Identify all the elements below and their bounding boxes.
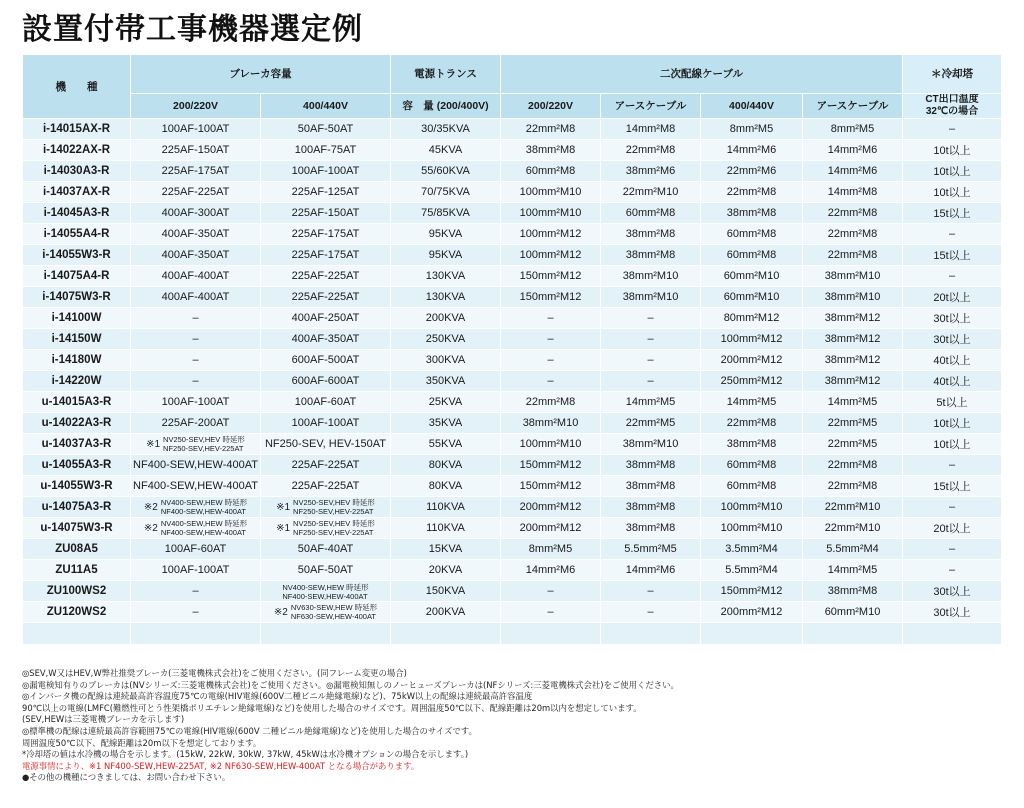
note-mark: ※1 [276,522,291,534]
ground-cable-200v: – [601,371,701,392]
cooling-tower-capacity: 20t以上 [903,518,1002,539]
ground-cable-200v: 38mm²M8 [601,518,701,539]
cable-200v: 22mm²M8 [501,119,601,140]
table-row [23,182,1002,203]
cable-200v: – [501,602,601,623]
breaker-spec-line: NV400-SEW,HEW 時延形 [160,498,248,507]
equipment-selection-table [22,54,1002,645]
cooling-tower-capacity: 15t以上 [903,245,1002,266]
note-mark: ※2 [143,522,158,534]
cable-400v: 200mm²M12 [701,350,803,371]
cable-400v: 22mm²M8 [701,413,803,434]
breaker-spec-line: NF630-SEW,HEW-400AT [290,612,377,621]
transformer-capacity: 80KVA [391,476,501,497]
transformer-capacity: 200KVA [391,308,501,329]
cooling-tower-capacity: 30t以上 [903,602,1002,623]
ground-cable-200v: – [601,350,701,371]
cooling-tower-capacity: 20t以上 [903,287,1002,308]
ground-cable-400v: 22mm²M8 [803,224,903,245]
cable-400v: 60mm²M8 [701,245,803,266]
model-name: u-14015A3-R [23,392,131,413]
header-breaker: ブレーカ容量 [131,55,391,94]
ground-cable-200v: 22mm²M8 [601,140,701,161]
breaker-200v: NF400-SEW,HEW-400AT [131,455,261,476]
model-name: i-14100W [23,308,131,329]
page-title: 設置付帯工事機器選定例 [22,12,363,47]
cooling-tower-capacity: 10t以上 [903,434,1002,455]
breaker-200v: 400AF-400AT [131,266,261,287]
ground-cable-400v: 22mm²M8 [803,203,903,224]
cable-400v: 5.5mm²M4 [701,560,803,581]
table-row [23,539,1002,560]
footnote-line: *冷却塔の値は水冷機の場合を示します。(15kW, 22kW, 30kW, 37kW, 45kWは水冷機オプションの場合を示します。) [22,749,469,760]
model-name: u-14022A3-R [23,413,131,434]
table-row [23,350,1002,371]
cable-200v: 200mm²M12 [501,497,601,518]
model-name: ZU120WS2 [23,602,131,623]
model-name: i-14150W [23,329,131,350]
breaker-200v: 400AF-350AT [131,245,261,266]
breaker-200v: 100AF-100AT [131,560,261,581]
cooling-tower-capacity: 10t以上 [903,161,1002,182]
cable-200v: – [501,350,601,371]
transformer-capacity: 15KVA [391,539,501,560]
breaker-400v [261,497,391,518]
model-name: i-14055W3-R [23,245,131,266]
cable-200v: 100mm²M12 [501,224,601,245]
breaker-200v [131,434,261,455]
ground-cable-400v: 38mm²M12 [803,329,903,350]
breaker-400v: 600AF-600AT [261,371,391,392]
cable-200v: – [501,308,601,329]
breaker-200v [131,518,261,539]
breaker-400v: 50AF-50AT [261,119,391,140]
transformer-capacity: 25KVA [391,392,501,413]
model-name: u-14075A3-R [23,497,131,518]
breaker-200v: 400AF-300AT [131,203,261,224]
transformer-capacity: 300KVA [391,350,501,371]
transformer-capacity: 95KVA [391,245,501,266]
header-ground-cable-2: アースケーブル [803,94,903,119]
breaker-spec-line: NF400-SEW,HEW-400AT [282,592,368,601]
cooling-tower-capacity: 30t以上 [903,329,1002,350]
ground-cable-400v: 22mm²M10 [803,518,903,539]
transformer-capacity: 95KVA [391,224,501,245]
transformer-capacity: 70/75KVA [391,182,501,203]
cooling-tower-capacity: 30t以上 [903,581,1002,602]
model-name: ZU08A5 [23,539,131,560]
table-row [23,245,1002,266]
transformer-capacity: 55KVA [391,434,501,455]
ground-cable-400v: 38mm²M10 [803,287,903,308]
breaker-200v: – [131,371,261,392]
cable-400v: 100mm²M10 [701,497,803,518]
transformer-capacity: 35KVA [391,413,501,434]
cable-400v: 60mm²M10 [701,266,803,287]
header-transformer-capacity: 容 量 (200/400V) [391,94,501,119]
cooling-tower-capacity: – [903,224,1002,245]
ground-cable-400v: 14mm²M8 [803,182,903,203]
header-breaker-400v: 400/440V [261,94,391,119]
cooling-tower-capacity: – [903,119,1002,140]
header-cable: 二次配線ケーブル [501,55,903,94]
breaker-spec-line: NV250-SEV,HEV 時延形 [293,519,375,528]
footnote-line: ◎漏電検知有りのブレーカは(NVシリーズ:三菱電機株式会社)をご使用ください。◎漏電検知無しのノーヒューズブレーカは(NFシリーズ:三菱電機株式会社)をご使用ください。 [22,679,679,690]
breaker-200v: 225AF-200AT [131,413,261,434]
cooling-tower-capacity: – [903,497,1002,518]
breaker-400v: 225AF-225AT [261,266,391,287]
breaker-spec-line: NV400-SEW,HEW 時延形 [282,583,369,592]
ground-cable-200v: 5.5mm²M5 [601,539,701,560]
cable-400v: 80mm²M12 [701,308,803,329]
cable-200v: 150mm²M12 [501,455,601,476]
table-row [23,581,1002,602]
breaker-200v: 400AF-400AT [131,287,261,308]
ground-cable-400v: 8mm²M5 [803,119,903,140]
transformer-capacity: 110KVA [391,497,501,518]
model-name: i-14022AX-R [23,140,131,161]
cable-400v: 8mm²M5 [701,119,803,140]
breaker-spec-line: NV400-SEW,HEW 時延形 [160,519,248,528]
cable-200v: – [501,329,601,350]
table-row [23,308,1002,329]
note-mark: ※2 [273,606,288,618]
cable-200v: 14mm²M6 [501,560,601,581]
cable-200v: 8mm²M5 [501,539,601,560]
empty-cell [261,623,391,645]
empty-cell [601,623,701,645]
transformer-capacity: 110KVA [391,518,501,539]
breaker-200v: 100AF-100AT [131,392,261,413]
model-name: i-14220W [23,371,131,392]
table-row [23,392,1002,413]
ground-cable-400v: 38mm²M8 [803,581,903,602]
cooling-tower-capacity: 10t以上 [903,413,1002,434]
ground-cable-400v: 22mm²M10 [803,497,903,518]
ground-cable-400v: 38mm²M10 [803,266,903,287]
cooling-tower-capacity: 40t以上 [903,350,1002,371]
cooling-tower-capacity: 10t以上 [903,140,1002,161]
header-ct-outlet-temp: CT出口温度 32℃の場合 [903,94,1002,119]
table-row [23,434,1002,455]
breaker-200v: NF400-SEW,HEW-400AT [131,476,261,497]
ground-cable-200v: 38mm²M8 [601,245,701,266]
model-name: u-14055A3-R [23,455,131,476]
table-spacer-row [23,623,1002,645]
table-row [23,119,1002,140]
cooling-tower-capacity: 15t以上 [903,203,1002,224]
breaker-400v: 100AF-100AT [261,413,391,434]
table-row [23,518,1002,539]
ground-cable-400v: 38mm²M12 [803,308,903,329]
ground-cable-400v: 14mm²M5 [803,560,903,581]
ground-cable-400v: 22mm²M8 [803,245,903,266]
breaker-200v: 100AF-100AT [131,119,261,140]
cable-400v: 60mm²M8 [701,455,803,476]
cable-200v: 22mm²M8 [501,392,601,413]
footnote-line: ●その他の機種につきましては、お問い合わせ下さい。 [22,772,231,783]
breaker-400v: 100AF-60AT [261,392,391,413]
breaker-spec-line: NF400-SEW,HEW-400AT [160,507,247,516]
breaker-200v: – [131,308,261,329]
table-row [23,203,1002,224]
breaker-400v: 225AF-125AT [261,182,391,203]
model-name: i-14030A3-R [23,161,131,182]
ground-cable-200v: – [601,581,701,602]
breaker-200v [131,497,261,518]
table-row [23,560,1002,581]
cooling-tower-capacity: – [903,539,1002,560]
model-name: i-14055A4-R [23,224,131,245]
breaker-400v: 400AF-350AT [261,329,391,350]
ground-cable-400v: 14mm²M6 [803,140,903,161]
table-row [23,266,1002,287]
breaker-200v: – [131,581,261,602]
header-cooling-tower: ＊冷却塔 [903,55,1002,94]
model-name: i-14037AX-R [23,182,131,203]
table-row [23,371,1002,392]
breaker-400v [261,581,391,602]
table-row [23,413,1002,434]
ground-cable-200v: 38mm²M8 [601,497,701,518]
model-name: i-14075W3-R [23,287,131,308]
cooling-tower-capacity: 15t以上 [903,476,1002,497]
cable-200v: 60mm²M8 [501,161,601,182]
table-row [23,224,1002,245]
cable-400v: 200mm²M12 [701,602,803,623]
ground-cable-400v: 22mm²M8 [803,476,903,497]
cable-200v: 100mm²M10 [501,203,601,224]
cooling-tower-capacity: 5t以上 [903,392,1002,413]
ground-cable-400v: 38mm²M12 [803,371,903,392]
ground-cable-200v: 38mm²M8 [601,476,701,497]
transformer-capacity: 150KVA [391,581,501,602]
ground-cable-400v: 5.5mm²M4 [803,539,903,560]
ground-cable-200v: 38mm²M8 [601,224,701,245]
table-row [23,161,1002,182]
note-mark: ※1 [146,438,161,450]
ground-cable-400v: 38mm²M12 [803,350,903,371]
breaker-spec-line: NV250-SEV,HEV 時延形 [163,435,245,444]
table-row [23,476,1002,497]
breaker-200v: – [131,602,261,623]
cooling-tower-capacity: 10t以上 [903,182,1002,203]
cable-200v: 150mm²M12 [501,266,601,287]
cable-400v: 38mm²M8 [701,203,803,224]
transformer-capacity: 75/85KVA [391,203,501,224]
model-name: i-14015AX-R [23,119,131,140]
ground-cable-200v: 22mm²M5 [601,413,701,434]
cable-200v: 100mm²M12 [501,245,601,266]
header-breaker-200v: 200/220V [131,94,261,119]
ground-cable-200v: 60mm²M8 [601,203,701,224]
cooling-tower-capacity: – [903,560,1002,581]
cooling-tower-capacity: 30t以上 [903,308,1002,329]
cable-400v: 14mm²M6 [701,140,803,161]
breaker-400v: 225AF-175AT [261,245,391,266]
transformer-capacity: 130KVA [391,287,501,308]
ground-cable-200v: 38mm²M6 [601,161,701,182]
ground-cable-400v: 22mm²M5 [803,434,903,455]
breaker-400v: 225AF-175AT [261,224,391,245]
cable-400v: 22mm²M8 [701,182,803,203]
breaker-spec-line: NF250-SEV,HEV-225AT [293,507,374,516]
breaker-400v: 400AF-250AT [261,308,391,329]
empty-cell [903,623,1002,645]
footnote-line: ◎SEV,W又はHEV,W弊社推奨ブレーカ(三菱電機株式会社)をご使用ください。(同フレーム変更の場合) [22,668,407,678]
footnote-line: ◎インバータ機の配線は連続最高許容温度75℃の電線(HIV電線(600V二種ビニル絶縁電線)など)、75kW以上の配線は連続最高許容温度 [22,691,533,702]
breaker-400v: 225AF-225AT [261,287,391,308]
model-name: i-14180W [23,350,131,371]
cable-400v: 38mm²M8 [701,434,803,455]
cable-200v: 150mm²M12 [501,287,601,308]
breaker-400v: 100AF-75AT [261,140,391,161]
breaker-200v: 225AF-150AT [131,140,261,161]
transformer-capacity: 20KVA [391,560,501,581]
breaker-400v: 225AF-150AT [261,203,391,224]
breaker-200v: – [131,329,261,350]
transformer-capacity: 250KVA [391,329,501,350]
transformer-capacity: 350KVA [391,371,501,392]
header-transformer: 電源トランス [391,55,501,94]
table-row [23,455,1002,476]
breaker-200v: 225AF-225AT [131,182,261,203]
table-row [23,497,1002,518]
ground-cable-400v: 14mm²M5 [803,392,903,413]
footnote-line: 電源事情により、※1 NF400-SEW,HEW-225AT, ※2 NF630-SEW,HEW-400AT となる場合があります。 [22,760,420,771]
ground-cable-200v: – [601,329,701,350]
breaker-spec-line: NF250-SEV,HEV-225AT [293,528,374,537]
ground-cable-200v: 22mm²M10 [601,182,701,203]
empty-cell [391,623,501,645]
ground-cable-200v: 38mm²M10 [601,287,701,308]
cable-200v: – [501,581,601,602]
table-row [23,602,1002,623]
cable-400v: 60mm²M8 [701,224,803,245]
cable-200v: 38mm²M8 [501,140,601,161]
breaker-400v: NF250-SEV, HEV-150AT [261,434,391,455]
ground-cable-200v: 14mm²M5 [601,392,701,413]
model-name: u-14055W3-R [23,476,131,497]
ground-cable-200v: – [601,602,701,623]
empty-cell [803,623,903,645]
footnotes [22,668,1012,784]
cable-400v: 3.5mm²M4 [701,539,803,560]
cable-200v: 200mm²M12 [501,518,601,539]
model-name: i-14045A3-R [23,203,131,224]
breaker-400v: 225AF-225AT [261,476,391,497]
breaker-400v [261,602,391,623]
table-row [23,140,1002,161]
breaker-200v: 100AF-60AT [131,539,261,560]
ground-cable-400v: 60mm²M10 [803,602,903,623]
cooling-tower-capacity: – [903,266,1002,287]
model-name: ZU100WS2 [23,581,131,602]
breaker-200v: – [131,350,261,371]
cable-200v: – [501,371,601,392]
empty-cell [131,623,261,645]
empty-cell [701,623,803,645]
footnote-line: 周囲温度50℃以下、配線距離は20m以下を想定しております。 [22,737,262,748]
cable-400v: 14mm²M5 [701,392,803,413]
footnote-line: ◎標準機の配線は連続最高許容範囲75℃の電線(HIV電線(600V 二種ビニル絶縁電線)など)を使用した場合のサイズです。 [22,725,477,736]
breaker-400v: 100AF-100AT [261,161,391,182]
model-name: i-14075A4-R [23,266,131,287]
breaker-400v: 50AF-40AT [261,539,391,560]
breaker-spec-line: NF250-SEV,HEV-225AT [163,444,244,453]
ground-cable-200v: 14mm²M6 [601,560,701,581]
breaker-200v: 400AF-350AT [131,224,261,245]
breaker-spec-line: NF400-SEW,HEW-400AT [160,528,247,537]
footnote-line: 90℃以上の電線(LMFC(難燃性可とう性架橋ポリエチレン絶縁電線)など)を使用した場合のサイズです。周囲温度50℃以下、配線距離は20m以内を想定しています。 [22,702,642,713]
cable-400v: 150mm²M12 [701,581,803,602]
ground-cable-400v: 22mm²M8 [803,455,903,476]
cable-200v: 100mm²M10 [501,182,601,203]
cable-400v: 60mm²M10 [701,287,803,308]
cooling-tower-capacity: 40t以上 [903,371,1002,392]
ground-cable-400v: 14mm²M6 [803,161,903,182]
note-mark: ※2 [143,501,158,513]
cable-400v: 22mm²M6 [701,161,803,182]
transformer-capacity: 80KVA [391,455,501,476]
cable-200v: 38mm²M10 [501,413,601,434]
breaker-spec-line: NV630-SEW,HEW 時延形 [290,603,378,612]
ground-cable-400v: 22mm²M5 [803,413,903,434]
ground-cable-200v: 38mm²M8 [601,455,701,476]
breaker-200v: 225AF-175AT [131,161,261,182]
ground-cable-200v: 14mm²M8 [601,119,701,140]
header-model: 機 種 [23,55,131,119]
transformer-capacity: 45KVA [391,140,501,161]
empty-cell [23,623,131,645]
cable-400v: 60mm²M8 [701,476,803,497]
header-cable-200v: 200/220V [501,94,601,119]
header-cable-400v: 400/440V [701,94,803,119]
footnote-line: (SEV,HEWは三菱電機ブレーカを示します) [22,714,185,725]
cable-200v: 100mm²M10 [501,434,601,455]
cable-400v: 100mm²M12 [701,329,803,350]
cable-400v: 100mm²M10 [701,518,803,539]
header-ground-cable-1: アースケーブル [601,94,701,119]
note-mark: ※1 [276,501,291,513]
transformer-capacity: 130KVA [391,266,501,287]
cable-400v: 250mm²M12 [701,371,803,392]
ground-cable-200v: – [601,308,701,329]
table-row [23,329,1002,350]
ground-cable-200v: 38mm²M10 [601,266,701,287]
breaker-400v: 225AF-225AT [261,455,391,476]
breaker-400v: 50AF-50AT [261,560,391,581]
cooling-tower-capacity: – [903,455,1002,476]
ground-cable-200v: 38mm²M10 [601,434,701,455]
breaker-spec-line: NV250-SEV,HEV 時延形 [293,498,375,507]
transformer-capacity: 30/35KVA [391,119,501,140]
model-name: u-14075W3-R [23,518,131,539]
model-name: ZU11A5 [23,560,131,581]
empty-cell [501,623,601,645]
model-name: u-14037A3-R [23,434,131,455]
breaker-400v: 600AF-500AT [261,350,391,371]
breaker-400v [261,518,391,539]
cable-200v: 150mm²M12 [501,476,601,497]
transformer-capacity: 55/60KVA [391,161,501,182]
table-row [23,287,1002,308]
transformer-capacity: 200KVA [391,602,501,623]
